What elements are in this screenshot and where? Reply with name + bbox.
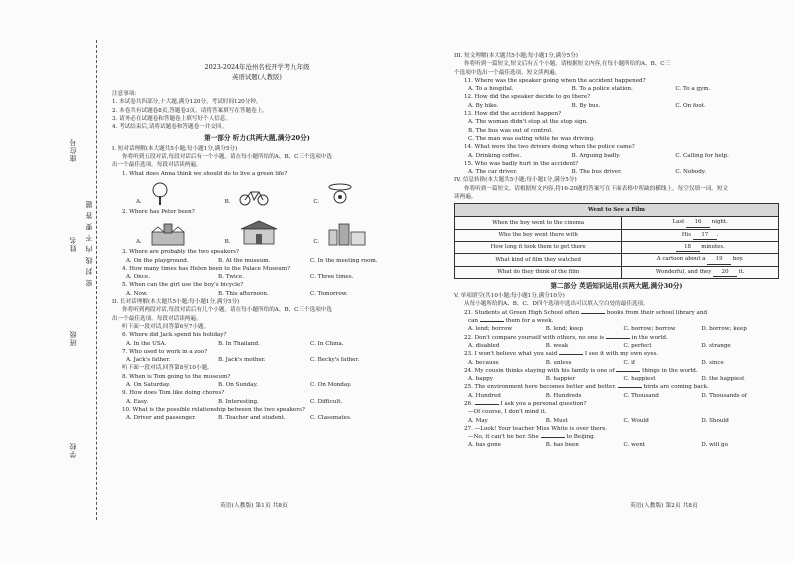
- option[interactable]: B. In Thailand.: [218, 340, 260, 347]
- section2-heading: II. 长对话理解(本大题共5小题;每小题1分,满分5分): [112, 299, 240, 306]
- question-23-options: [454, 359, 779, 367]
- option[interactable]: D. Should: [701, 417, 729, 424]
- answer-blank[interactable]: [475, 404, 499, 405]
- bicycle-icon: [239, 188, 269, 206]
- option[interactable]: A. The woman didn't stop at the stop sign.: [468, 119, 588, 126]
- question-10-options: [112, 414, 402, 422]
- option[interactable]: B. unless: [545, 359, 572, 366]
- question-26-options: [454, 417, 779, 425]
- option[interactable]: C. Becky's father.: [310, 357, 360, 364]
- exam-subtitle: 英语试题(人教版): [232, 73, 282, 81]
- question-26-reply: —Of course, I don't mind it.: [468, 409, 547, 416]
- section5-instructions: 从每小题所给的A、B、C、D四个选项中选出可以填入空白处的最佳选项。: [464, 301, 649, 308]
- option[interactable]: C. To a gym.: [675, 86, 711, 93]
- option[interactable]: B. Arguing badly.: [571, 152, 621, 159]
- option[interactable]: B. Twice.: [218, 274, 244, 281]
- option[interactable]: B. Hundreds: [545, 392, 582, 399]
- castle-icon: [150, 222, 186, 246]
- right-column: [454, 52, 779, 450]
- question-3-options: [112, 257, 402, 265]
- seal-line-warning: 密 封 线 内 不 要 答 题: [85, 200, 93, 287]
- option[interactable]: D. Thousands of: [701, 392, 747, 399]
- question-26: 26. I ask you a personal question?: [464, 400, 587, 407]
- table-row: Who the boy went there with His 17 .: [455, 229, 779, 241]
- option[interactable]: C. Thousand: [623, 392, 659, 399]
- option[interactable]: A. On the playground.: [126, 257, 189, 264]
- table-title: Went to See a Film: [455, 204, 779, 217]
- question-9-options: [112, 398, 402, 406]
- question-23: 23. I won't believe what you said I see it with my own eyes.: [464, 351, 659, 358]
- binding-strip: [62, 40, 102, 520]
- option[interactable]: D. since: [701, 359, 724, 366]
- table-row: What kind of film they watched A cartoon about a 19 boy.: [455, 254, 779, 266]
- question-6: 6. Where did Jack spend his holiday?: [122, 332, 227, 339]
- option[interactable]: C. Classmates.: [310, 415, 352, 422]
- question-12-options: [454, 102, 779, 110]
- seat-number-label: 座位号: [69, 138, 77, 162]
- question-14-options: [454, 152, 779, 160]
- question-11: 11. Where was the speaker going when the accident happened?: [464, 77, 646, 84]
- question-21: 21. Students at Green High School often books from their school library and: [464, 309, 708, 316]
- option[interactable]: C. Would: [623, 417, 649, 424]
- question-21-options: [454, 325, 779, 333]
- option[interactable]: A. happy: [468, 376, 493, 383]
- option[interactable]: C. Nobody.: [675, 169, 706, 176]
- answer-blank[interactable]: [606, 338, 630, 339]
- question-13: 13. How did the accident happen?: [464, 111, 562, 118]
- question-7: 7. Who used to work in a zoo?: [122, 348, 208, 355]
- section1-instructions-cont: 出一个最佳选项。每段对话读两遍。: [112, 162, 202, 169]
- option[interactable]: C. perfect: [623, 342, 652, 349]
- exam-title: 2023-2024年沧州名校开学考九年级: [204, 63, 310, 71]
- question-4: 4. How many times has Helen been to the Palace Museum?: [122, 265, 291, 272]
- answer-blank[interactable]: [559, 354, 583, 355]
- name-label: 姓名: [69, 236, 77, 252]
- option[interactable]: B. Interesting.: [218, 398, 259, 405]
- option[interactable]: B. By bus.: [571, 102, 601, 109]
- option[interactable]: A. Now.: [126, 290, 148, 297]
- question-8: 8. When is Tom going to the museum?: [122, 373, 231, 380]
- gear-plane-icon: [327, 182, 353, 206]
- option[interactable]: A. lend; borrow: [468, 326, 512, 333]
- option[interactable]: A. The car driver.: [468, 169, 518, 176]
- option[interactable]: A. Drinking coffee.: [468, 152, 522, 159]
- table-row: What do they think of the film Wonderful, and they 20 it.: [455, 266, 779, 278]
- question-22: 22. Don't compare yourself with others, no one is in the world.: [464, 334, 668, 341]
- option[interactable]: A. Jack's father.: [126, 357, 171, 364]
- info-table: [454, 203, 779, 278]
- question-27-reply: —No, it can't be her. She to Beijing.: [468, 434, 596, 441]
- q2-option-a[interactable]: A.: [136, 222, 225, 246]
- option[interactable]: A. Easy.: [126, 398, 149, 405]
- option[interactable]: B. Must: [545, 417, 568, 424]
- answer-blank[interactable]: [616, 371, 640, 372]
- answer-blank[interactable]: 17: [693, 231, 717, 240]
- note-item: 1. 本试卷共四部分,十大题,满分120分。考试时间120分钟。: [112, 99, 262, 106]
- answer-blank[interactable]: [480, 321, 504, 322]
- q1-option-b[interactable]: B.: [225, 188, 314, 206]
- note-item: 3. 请务必在试题卷和答题卷上填写好个人信息。: [112, 115, 231, 122]
- option[interactable]: C. went: [623, 442, 646, 449]
- question-11-options: [454, 85, 779, 93]
- option[interactable]: C. On Monday.: [310, 382, 352, 389]
- question-2-pictures: [136, 218, 402, 246]
- option[interactable]: A. because: [468, 359, 499, 366]
- option[interactable]: A. Once.: [126, 274, 151, 281]
- city-icon: [327, 220, 367, 246]
- section3-instructions: 你将听到一篇短文,短文后有五个小题。请根据短文内容,在每小题所给的A、B、C三: [464, 61, 671, 68]
- option[interactable]: C. borrow; borrow: [623, 326, 676, 333]
- q2-option-b[interactable]: B.: [225, 220, 314, 246]
- option[interactable]: D. strange: [701, 342, 731, 349]
- table-row: How long it took them to get there 18 minutes.: [455, 241, 779, 253]
- question-12: 12. How did the speaker decide to go there?: [464, 94, 591, 101]
- dialogue1-intro: 听下面一段对话,回答第6至7小题。: [122, 323, 210, 330]
- question-14: 14. What were the two drivers doing when the police came?: [464, 144, 635, 151]
- option[interactable]: A. disabled: [468, 342, 500, 349]
- option[interactable]: C. Difficult.: [310, 398, 343, 405]
- option[interactable]: C. Calling for help.: [675, 152, 729, 159]
- question-7-options: [112, 356, 402, 364]
- answer-blank[interactable]: 20: [713, 268, 737, 277]
- option[interactable]: B. This afternoon.: [218, 290, 269, 297]
- section3-heading: III. 短文理解(本大题共5小题;每小题1分,满分5分): [454, 53, 578, 59]
- section1-heading: I. 短对话理解(本大题共5小题;每小题1分,满分5分): [112, 145, 238, 152]
- option[interactable]: A. May: [468, 417, 488, 424]
- section4-heading: IV. 信息转换(本大题共5小题;每小题1分,满分5分): [454, 177, 577, 184]
- question-27-options: [454, 441, 779, 449]
- question-15: 15. Who was badly hurt in the accident?: [464, 160, 579, 167]
- option[interactable]: B. weak: [545, 342, 569, 349]
- option[interactable]: A. To a hospital.: [468, 86, 514, 93]
- note-item: 2. 本卷共有试题卷8页,答题卷3页。请将答案填写在答题卷上。: [112, 107, 268, 114]
- section2-instructions: 你将听到两段对话,每段对话后有几个小题。请在每小题所给的A、B、C三个选项中选: [122, 307, 332, 314]
- option[interactable]: B. has been: [545, 442, 579, 449]
- grade-label: 班级: [69, 330, 77, 346]
- option[interactable]: C. Three times.: [310, 274, 354, 281]
- section3-instructions-cont: 个选项中选出一个最佳选项。短文读两遍。: [454, 69, 561, 76]
- question-22-options: [454, 342, 779, 350]
- question-1-pictures: [136, 180, 402, 206]
- question-24: 24. My cousin thinks staying with his family is one of things in the world.: [464, 367, 698, 374]
- option[interactable]: B. The bus was out of control.: [468, 127, 553, 134]
- q2-option-c[interactable]: C.: [313, 220, 402, 246]
- option[interactable]: C. In China.: [310, 340, 344, 347]
- option[interactable]: C. Tomorrow.: [310, 290, 348, 297]
- question-2: 2. Where has Peter been?: [122, 208, 195, 215]
- question-6-options: [112, 340, 402, 348]
- answer-blank[interactable]: [541, 437, 565, 438]
- notes-heading: 注意事项:: [112, 91, 137, 97]
- question-25-options: [454, 392, 779, 400]
- page-footer-left: 英语(人教版) 第1页 共8页: [220, 503, 288, 509]
- question-3: 3. Where are probably the two speakers?: [122, 249, 239, 256]
- option[interactable]: A. In the USA.: [126, 340, 167, 347]
- question-27: 27. —Look! Your teacher Miss White is over there.: [464, 425, 608, 432]
- option[interactable]: A. Driver and passenger.: [126, 415, 197, 422]
- option[interactable]: A. has gone: [468, 442, 502, 449]
- question-4-options: [112, 273, 402, 281]
- option[interactable]: C. The man was eating while he was driving.: [468, 135, 595, 142]
- temple-icon: [239, 220, 279, 246]
- option[interactable]: B. Jack's mother.: [218, 357, 266, 364]
- question-5-options: [112, 290, 402, 298]
- option[interactable]: A. By bike.: [468, 102, 499, 109]
- answer-blank[interactable]: [581, 313, 605, 314]
- section4-instructions-cont: 读两遍。: [454, 194, 477, 201]
- answer-blank[interactable]: 19: [707, 255, 731, 264]
- option[interactable]: D. will go: [701, 442, 728, 449]
- option[interactable]: C. happiest: [623, 376, 656, 383]
- question-24-options: [454, 375, 779, 383]
- option[interactable]: B. Teacher and student.: [218, 415, 286, 422]
- question-8-options: [112, 381, 402, 389]
- seal-dashed-line: [96, 40, 97, 520]
- section1-instructions: 你将听到五段对话,每段对话后有一个小题。请在每小题所给的A、B、C三个选项中选: [122, 154, 332, 161]
- question-21-cont: can them for a week.: [468, 318, 554, 325]
- part2-heading: 第二部分 英语知识运用(共两大题,满分30分): [550, 281, 683, 290]
- option[interactable]: B. On Sunday.: [218, 382, 258, 389]
- section4-instructions: 你将听到一篇短文。请根据短文内容,将16-20题的答案写在下面表格中所缺的横线上。每空仅填一词。短文: [464, 185, 729, 192]
- dialogue2-intro: 听下面一段对话,回答第8至10小题。: [122, 365, 213, 372]
- section5-heading: V. 单项填空(共10小题;每小题1分,满分10分): [454, 293, 565, 300]
- question-9: 9. How does Tom like doing chores?: [122, 390, 225, 397]
- question-1: 1. What does Anna think we should do to live a green life?: [122, 170, 288, 177]
- answer-blank[interactable]: 18: [676, 243, 700, 252]
- option[interactable]: B. The bus driver.: [571, 169, 622, 176]
- option[interactable]: B. At the museum.: [218, 257, 271, 264]
- option[interactable]: D. the happiest: [701, 376, 745, 383]
- question-25: 25. The environment here becomes better and better. birds are coming back.: [464, 384, 709, 391]
- option[interactable]: A. Hundred: [468, 392, 501, 399]
- table-row: When the boy went to the cinema Last 16 night.: [455, 217, 779, 229]
- option[interactable]: B. lend; keep: [545, 326, 583, 333]
- tree-icon: [150, 182, 170, 206]
- q1-option-c[interactable]: C.: [313, 182, 402, 206]
- q1-option-a[interactable]: A.: [136, 182, 225, 206]
- part1-heading: 第一部分 听力(共两大题,满分20分): [204, 134, 310, 143]
- question-10: 10. What is the possible relationship between the two speakers?: [122, 406, 305, 413]
- option[interactable]: B. happier: [545, 376, 576, 383]
- answer-blank[interactable]: 16: [686, 218, 710, 227]
- page-footer-right: 英语(人教版) 第2页 共8页: [630, 503, 698, 509]
- option[interactable]: A. On Saturday.: [126, 382, 171, 389]
- question-5: 5. When can the girl use the boy's bicycle?: [122, 282, 244, 289]
- option[interactable]: D. borrow; keep: [701, 326, 747, 333]
- option[interactable]: C. On foot.: [675, 102, 706, 109]
- option[interactable]: C. In the meeting room.: [310, 257, 378, 264]
- left-column: [112, 52, 402, 423]
- school-label: 学校: [69, 442, 77, 458]
- section2-instructions-cont: 出一个最佳选项。每段对话读两遍。: [112, 315, 202, 322]
- question-15-options: [454, 168, 779, 176]
- option[interactable]: C. if: [623, 359, 635, 366]
- note-item: 4. 考试结束后,请将试题卷和答题卷一并交回。: [112, 124, 228, 131]
- option[interactable]: B. To a police station.: [571, 86, 633, 93]
- answer-blank[interactable]: [618, 387, 642, 388]
